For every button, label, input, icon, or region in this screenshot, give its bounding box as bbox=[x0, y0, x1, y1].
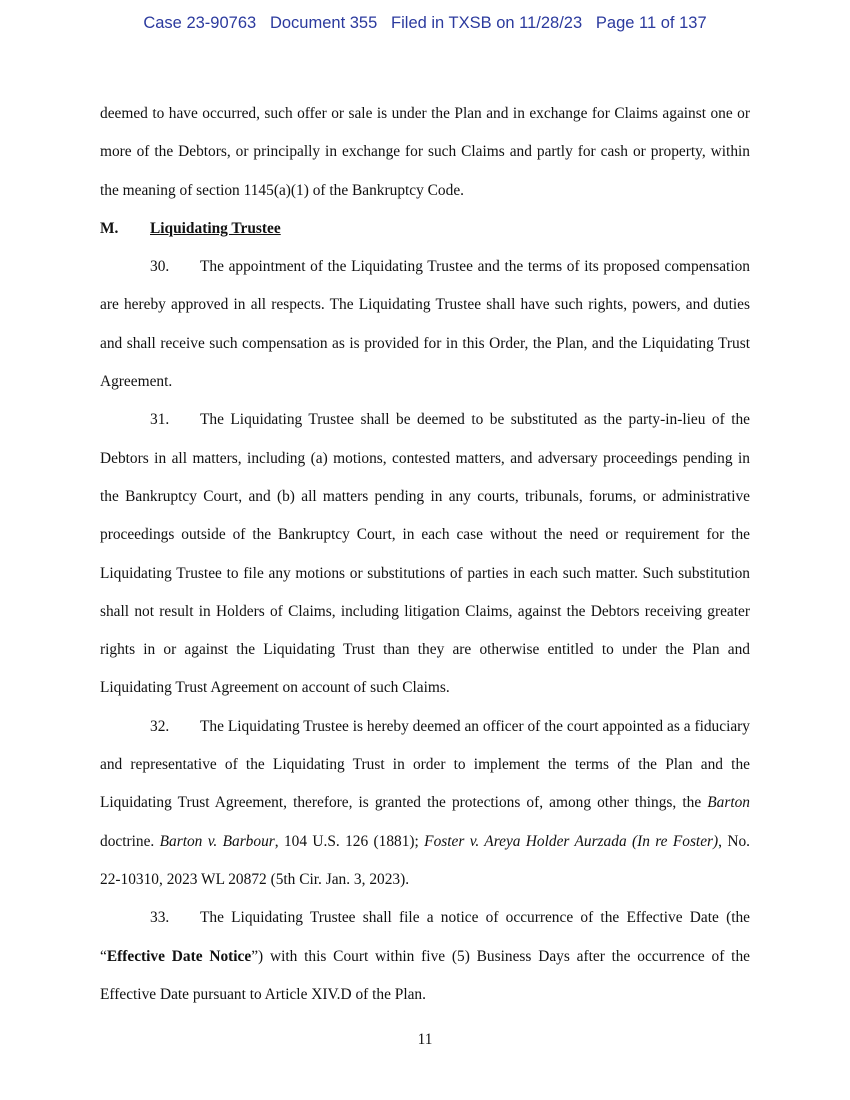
case-number: Case 23-90763 bbox=[143, 14, 257, 32]
paragraph-number: 33. bbox=[150, 909, 170, 927]
paragraph-text: doctrine. bbox=[100, 832, 160, 850]
paragraph-text: The Liquidating Trustee shall be deemed to be substituted as the party-in-lieu of the Debtors in all matters, including (a) motions, contested matters, and adversary proceedings pending in the Bankruptcy Court, and (b) all matters pending in any courts, tribunals, forums, or administrative proceedings outside of the Bankruptcy Court, in each case without the need or requirement for the Liquidating Trustee to file any motions or substitutions of parties in each such matter. Such substitution shall not result in Holders of Claims, including litigation Claims, against the Debtors receiving greater rights in or against the Liquidating Trust than they are otherwise entitled to under the Plan and Liquidating Trust Agreement on account of such Claims. bbox=[100, 411, 750, 697]
filing-info: Filed in TXSB on 11/28/23 bbox=[391, 14, 583, 32]
paragraph-30 bbox=[100, 248, 750, 401]
paragraph-number: 32. bbox=[150, 717, 170, 735]
paragraph-text: The Liquidating Trustee is hereby deemed an officer of the court appointed as a fiduciary and representative of the Liquidating Trust in order to implement the terms of the Plan and the Liquidating Trust Agreement, therefore, is granted the protections of, among other things, the bbox=[100, 717, 750, 812]
document-body bbox=[100, 95, 750, 1014]
paragraph-number: 30. bbox=[150, 258, 170, 276]
paragraph-31 bbox=[100, 401, 750, 707]
section-title: Liquidating Trustee bbox=[150, 219, 281, 237]
case-citation-detail: , No. 22-10310, 2023 WL 20872 (5th Cir. Jan. 3, 2023). bbox=[100, 832, 751, 888]
case-citation-name: Barton v. Barbour bbox=[159, 832, 275, 850]
case-citation-detail: , 104 U.S. 126 (1881); bbox=[274, 832, 425, 850]
paragraph-text: ”) with this Court within five (5) Business Days after the occurrence of the Effective Date pursuant to Article XIV.D of the Plan. bbox=[100, 947, 750, 1003]
filing-header bbox=[0, 14, 850, 33]
paragraph-32 bbox=[100, 708, 750, 899]
page-number: 11 bbox=[417, 1031, 433, 1048]
defined-term: Effective Date Notice bbox=[106, 947, 252, 965]
document-number: Document 355 bbox=[269, 14, 378, 32]
paragraph-text: The Liquidating Trustee shall file a notice of occurrence of the Effective Date (the “ bbox=[100, 909, 750, 965]
paragraph-number: 31. bbox=[150, 411, 170, 429]
section-letter: M. bbox=[100, 219, 119, 237]
barton-doctrine-name: Barton bbox=[707, 794, 750, 812]
continuation-paragraph: deemed to have occurred, such offer or sale is under the Plan and in exchange for Claims against one or more of the Debtors, or principally in exchange for such Claims and partly for cash or property, within the meaning of section 1145(a)(1) of the Bankruptcy Code. bbox=[100, 105, 750, 199]
paragraph-text: The appointment of the Liquidating Trustee and the terms of its proposed compensation are hereby approved in all respects. The Liquidating Trustee shall have such rights, powers, and duties and shall receive such compensation as is provided for in this Order, the Plan, and the Liquidating Trust Agreement. bbox=[100, 258, 750, 391]
paragraph-33 bbox=[100, 899, 750, 1014]
page-count: Page 11 of 137 bbox=[595, 14, 707, 32]
case-citation-name: Foster v. Areya Holder Aurzada (In re Foster) bbox=[424, 832, 719, 850]
section-heading bbox=[100, 210, 750, 248]
